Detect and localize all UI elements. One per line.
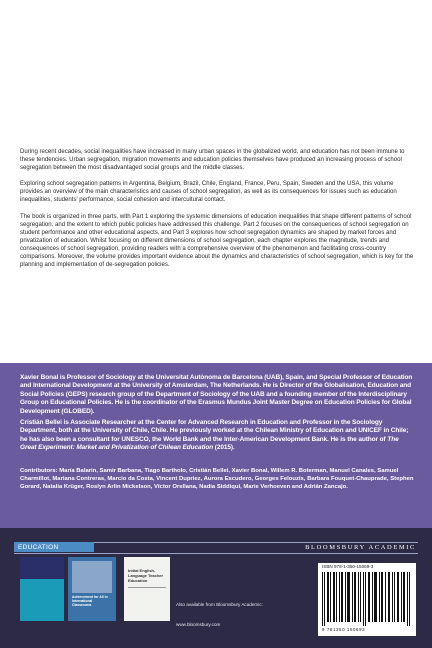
author-bio-bonal: Xavier Bonal is Professor of Sociology at the Universitat Autònoma de Barcelona (UAB), Spain, and Special Professor of Education and International Development at the University of Amsterdam, The Netherlands. He is Director of the Globalisation, Education and Social Policies (GEPS) research group of the Department of Sociology of the UAB and a founding member of the Interdisciplinary Group on Educational Policies. He is the coordinator of the Erasmus Mundus Joint Master Degree on Education Policies for Global Development (GLOBED). [20,374,413,415]
cover-2-title: Achievement for All in International Classrooms [72,595,108,607]
description-paragraph-2: Exploring school segregation patterns in Argentina, Belgium, Brazil, Chile, England, France, Peru, Spain, Sweden and the USA, this volume provides an overview of the main characteristics and causes of school segregation, as well as its consequences for issues such as education inequalities, students' performance, social cohesion and intercultural contact. [20,181,397,204]
bellei-bio-text: Cristián Bellei is Associate Researcher at the Center for Advanced Research in Education and Professor in the Sociology Department, both at the University of Chile, Chile. He previously worked at the Chilean Ministry of Education and UNICEF in Chile; he has also been a consultant for UNESCO, the World Bank and the Inter-American Development Bank. He is the author of [20,419,409,443]
bellei-book-title: The Great Experiment: Market and Privatization of Chilean Education [20,435,399,452]
publisher-name: BLOOMSBURY ACADEMIC [305,544,416,551]
cover-3-title: Initial English-Language Teacher Education [128,568,164,583]
cover-3-divider [128,587,166,588]
category-label: EDUCATION [18,544,59,551]
publisher-url[interactable]: www.bloomsbury.com [176,622,221,627]
description-paragraph-1: During recent decades, social inequalities have increased in many urban spaces in the globalized world, and education has not been immune to these tendencies. Urban segregation, migration movements and education policies themselves have produced an increasing process of school segregation between the most disadvantaged social groups and the middle classes. [20,149,405,172]
contributors-list: Contributors: María Balarin, Samir Barbana, Tiago Bartholo, Cristián Bellei, Xavier Bonal, Willem R. Boterman, Manuel Canales, Samuel Charmillot, Mariana Contreras, Marcio da Costa, Vincent Dupriez, Aurora Escudero, Georges Felouzis, Barbara Fouquet-Chauprade, Stephen Gorard, Natalia Krüger, Roslyn Arlin Mickelson, Víctor Orellana, Nadia Siddiqui, Marie Verhoeven and Adrián Zancajo. [20,468,414,490]
related-book-cover-3 [124,557,170,621]
isbn-text: ISBN 978-1-350-15069-3 [322,564,374,569]
book-description [20,148,414,277]
also-available-text: Also available from Bloomsbury Academic: [176,602,263,607]
cover-2-image [72,561,112,593]
related-book-cover-1 [20,557,64,621]
barcode-number: 9 781350 150693 [322,627,366,632]
related-book-cover-2 [68,557,116,621]
bellei-book-year: (2015). [213,444,235,452]
description-paragraph-3: The book is organized in three parts, with Part 1 exploring the systemic dimensions of education inequalities that shape different patterns of school segregation, and the extent to which public policies have addressed this challenge. Part 2 focuses on the consequences of school segregation on student performance and other educational aspects, and Part 3 explores how school segregation dynamics are shaped by market forces and privatization of education. Whilst focusing on different dimensions of school segregation, each chapter explores the magnitude, trends and consequences of school segregation, providing readers with a comprehensive overview of the phenomenon and facilitating cross-country comparisons. Moreover, the volume provides important evidence about the dynamics and characteristics of school segregation, which is key for the planning and implementation of de-segregation policies. [20,213,414,269]
author-bio-bellei [20,419,416,453]
barcode-icon [322,572,412,626]
cover-1-header-block [20,557,64,579]
